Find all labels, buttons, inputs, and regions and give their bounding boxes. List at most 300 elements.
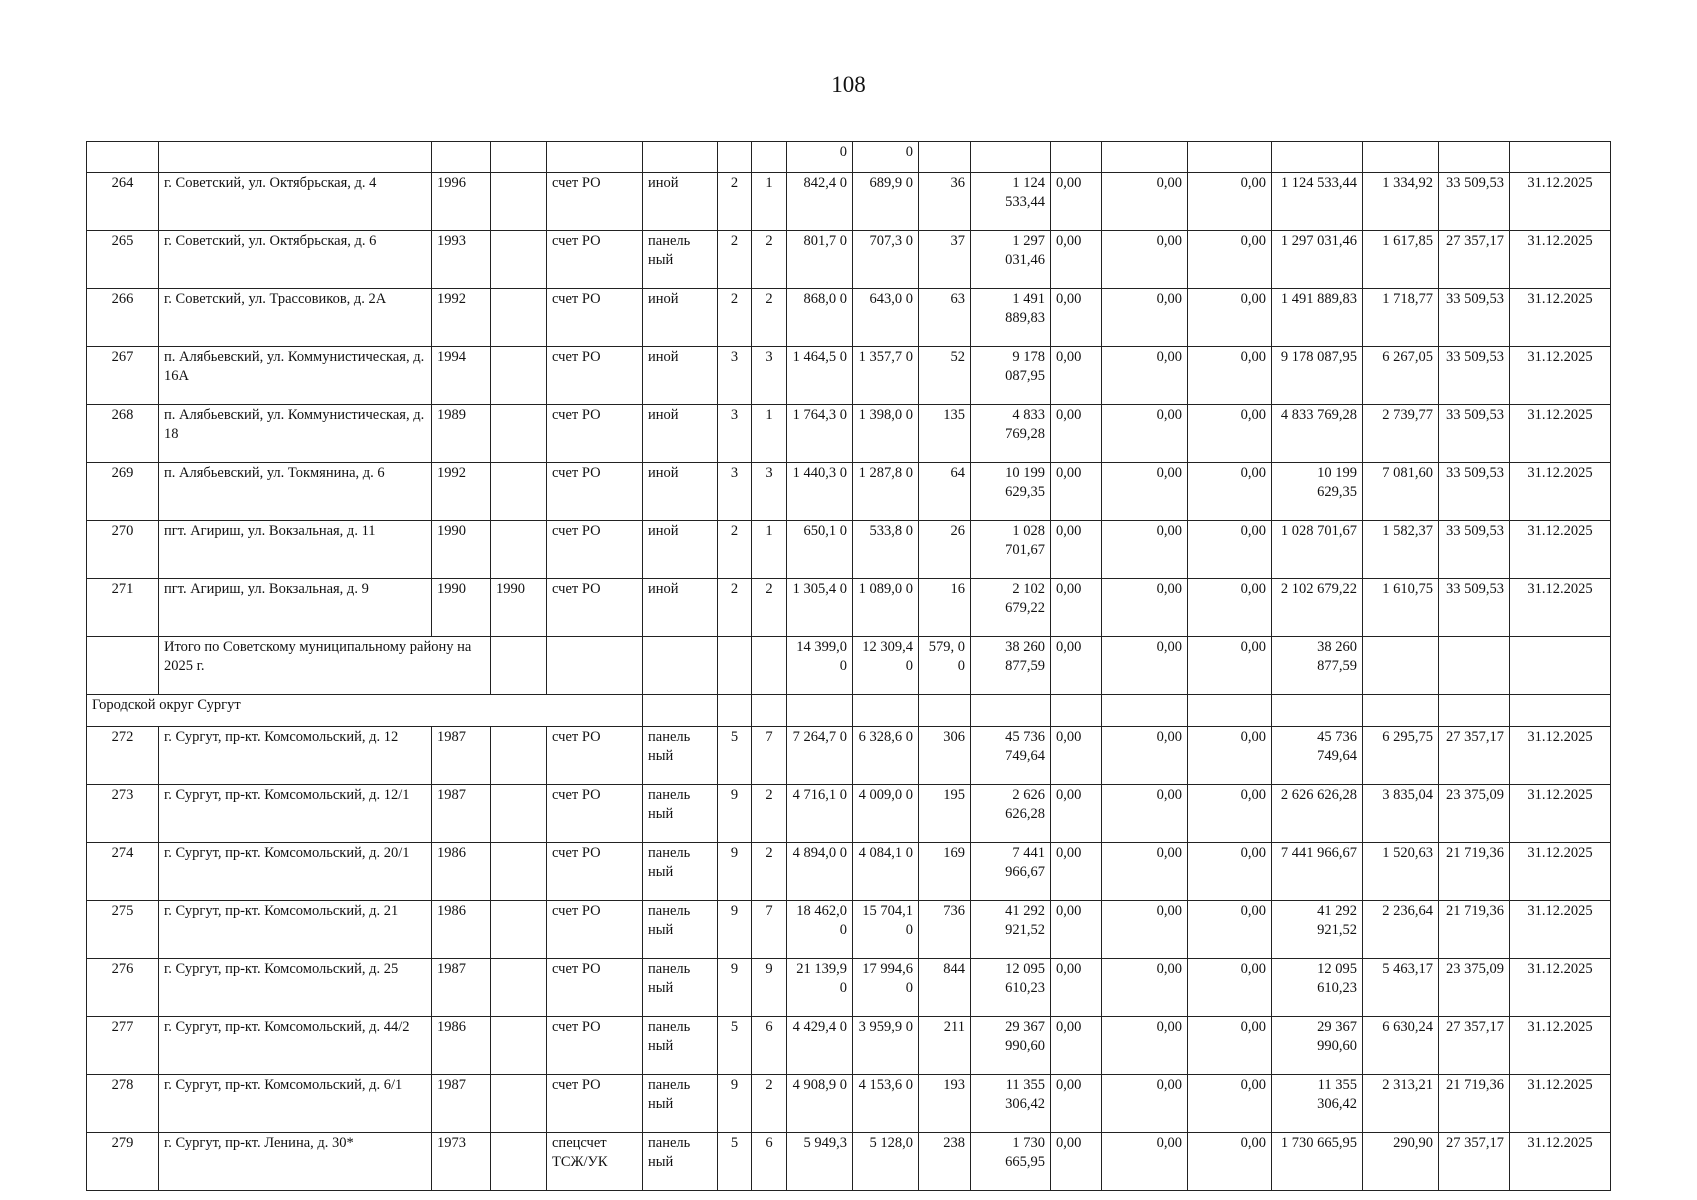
cost-regional-cell: 0,00 <box>1102 173 1188 231</box>
total-area-cell: 18 462,0 0 <box>787 901 853 959</box>
limit-cost-cell: 33 509,53 <box>1439 347 1510 405</box>
cost-owners-cell: 10 199 629,35 <box>1272 463 1363 521</box>
cost-total-cell: 2 626 626,28 <box>971 785 1051 843</box>
total-area-cell: 4 716,1 0 <box>787 785 853 843</box>
wall-material-cell: панель ный <box>643 1017 718 1075</box>
cost-owners-cell: 29 367 990,60 <box>1272 1017 1363 1075</box>
cost-regional-cell: 0,00 <box>1102 1133 1188 1191</box>
limit-cost-cell: 21 719,36 <box>1439 1075 1510 1133</box>
unit-cost-cell: 3 835,04 <box>1363 785 1439 843</box>
entrances-cell: 6 <box>752 1133 787 1191</box>
address-cell: п. Алябьевский, ул. Коммунистическая, д. 18 <box>159 405 432 463</box>
cost-regional-cell: 0,00 <box>1102 959 1188 1017</box>
unit-cost-cell: 2 236,64 <box>1363 901 1439 959</box>
total-area-cell: 1 305,4 0 <box>787 579 853 637</box>
cost-total-cell: 7 441 966,67 <box>971 843 1051 901</box>
unit-cost-cell: 7 081,60 <box>1363 463 1439 521</box>
unit-cost-cell: 5 463,17 <box>1363 959 1439 1017</box>
limit-cost-cell: 33 509,53 <box>1439 579 1510 637</box>
fund-method-cell: счет РО <box>547 843 643 901</box>
floors-cell: 2 <box>718 173 752 231</box>
cost-owners-cell: 11 355 306,42 <box>1272 1075 1363 1133</box>
year-overhaul-cell <box>491 405 547 463</box>
living-area-cell: 4 153,6 0 <box>853 1075 919 1133</box>
cost-local-cell: 0,00 <box>1188 289 1272 347</box>
address-cell: п. Алябьевский, ул. Токмянина, д. 6 <box>159 463 432 521</box>
table-row <box>87 579 1611 637</box>
floors-cell: 5 <box>718 1133 752 1191</box>
fund-method-cell: спецсчет ТСЖ/УК <box>547 1133 643 1191</box>
cost-local-cell: 0,00 <box>1188 637 1272 695</box>
cost-owners-cell: 1 297 031,46 <box>1272 231 1363 289</box>
year-overhaul-cell <box>491 347 547 405</box>
total-area-cell: 14 399,0 0 <box>787 637 853 695</box>
cost-owners-cell: 2 626 626,28 <box>1272 785 1363 843</box>
living-area-cell: 1 287,8 0 <box>853 463 919 521</box>
cost-local-cell: 0,00 <box>1188 405 1272 463</box>
living-area-cell: 533,8 0 <box>853 521 919 579</box>
residents-cell: 36 <box>919 173 971 231</box>
fund-method-cell: счет РО <box>547 901 643 959</box>
cost-total-cell: 1 491 889,83 <box>971 289 1051 347</box>
row-number-cell: 270 <box>87 521 159 579</box>
cost-federal-cell: 0,00 <box>1051 521 1102 579</box>
year-built-cell: 1987 <box>432 959 491 1017</box>
cost-owners-cell: 4 833 769,28 <box>1272 405 1363 463</box>
year-overhaul-cell <box>491 1133 547 1191</box>
cost-total-cell: 1 028 701,67 <box>971 521 1051 579</box>
cost-federal-cell: 0,00 <box>1051 347 1102 405</box>
cost-local-cell: 0,00 <box>1188 1075 1272 1133</box>
cost-local-cell: 0,00 <box>1188 521 1272 579</box>
residents-cell: 16 <box>919 579 971 637</box>
cost-total-cell: 2 102 679,22 <box>971 579 1051 637</box>
overhaul-register-table <box>86 141 1611 1191</box>
living-area-cell: 643,0 0 <box>853 289 919 347</box>
planned-date-cell: 31.12.2025 <box>1510 405 1611 463</box>
cost-regional-cell: 0,00 <box>1102 785 1188 843</box>
cost-regional-cell: 0,00 <box>1102 463 1188 521</box>
row-number-cell: 274 <box>87 843 159 901</box>
planned-date-cell: 31.12.2025 <box>1510 231 1611 289</box>
cost-regional-cell: 0,00 <box>1102 901 1188 959</box>
residents-cell: 193 <box>919 1075 971 1133</box>
planned-date-cell: 31.12.2025 <box>1510 289 1611 347</box>
limit-cost-cell: 33 509,53 <box>1439 521 1510 579</box>
living-area-cell: 4 084,1 0 <box>853 843 919 901</box>
cost-federal-cell: 0,00 <box>1051 405 1102 463</box>
row-number-cell: 277 <box>87 1017 159 1075</box>
cost-federal-cell: 0,00 <box>1051 959 1102 1017</box>
fund-method-cell: счет РО <box>547 347 643 405</box>
section-title: Городской округ Сургут <box>87 695 643 727</box>
year-built-cell: 1986 <box>432 843 491 901</box>
year-built-cell: 1986 <box>432 1017 491 1075</box>
living-area-cell: 1 398,0 0 <box>853 405 919 463</box>
row-number-cell: 276 <box>87 959 159 1017</box>
residents-cell: 135 <box>919 405 971 463</box>
cost-regional-cell: 0,00 <box>1102 579 1188 637</box>
fund-method-cell: счет РО <box>547 1017 643 1075</box>
address-cell: г. Сургут, пр-кт. Комсомольский, д. 21 <box>159 901 432 959</box>
total-area-cell: 21 139,9 0 <box>787 959 853 1017</box>
unit-cost-cell: 6 267,05 <box>1363 347 1439 405</box>
unit-cost-cell: 6 295,75 <box>1363 727 1439 785</box>
year-built-cell: 1989 <box>432 405 491 463</box>
cost-total-cell: 38 260 877,59 <box>971 637 1051 695</box>
year-overhaul-cell <box>491 463 547 521</box>
wall-material-cell: иной <box>643 405 718 463</box>
cost-local-cell: 0,00 <box>1188 785 1272 843</box>
limit-cost-cell: 23 375,09 <box>1439 959 1510 1017</box>
cost-federal-cell: 0,00 <box>1051 173 1102 231</box>
total-area-cell: 1 764,3 0 <box>787 405 853 463</box>
entrances-cell: 9 <box>752 959 787 1017</box>
section-row <box>87 695 1611 727</box>
fund-method-cell: счет РО <box>547 405 643 463</box>
wall-material-cell: иной <box>643 347 718 405</box>
wall-material-cell: иной <box>643 173 718 231</box>
living-area-cell: 5 128,0 <box>853 1133 919 1191</box>
total-area-cell: 842,4 0 <box>787 173 853 231</box>
year-built-cell: 1990 <box>432 521 491 579</box>
total-area-cell: 650,1 0 <box>787 521 853 579</box>
address-cell: г. Советский, ул. Трассовиков, д. 2А <box>159 289 432 347</box>
wall-material-cell: панель ный <box>643 959 718 1017</box>
living-area-cell: 4 009,0 0 <box>853 785 919 843</box>
cost-local-cell: 0,00 <box>1188 959 1272 1017</box>
living-area-cell: 689,9 0 <box>853 173 919 231</box>
unit-cost-cell: 1 582,37 <box>1363 521 1439 579</box>
cost-federal-cell: 0,00 <box>1051 579 1102 637</box>
year-overhaul-cell <box>491 901 547 959</box>
cost-regional-cell: 0,00 <box>1102 347 1188 405</box>
cost-owners-cell: 2 102 679,22 <box>1272 579 1363 637</box>
residents-cell: 52 <box>919 347 971 405</box>
planned-date-cell: 31.12.2025 <box>1510 785 1611 843</box>
row-number-cell: 279 <box>87 1133 159 1191</box>
address-cell: г. Советский, ул. Октябрьская, д. 6 <box>159 231 432 289</box>
cost-total-cell: 45 736 749,64 <box>971 727 1051 785</box>
year-built-cell: 1987 <box>432 1075 491 1133</box>
unit-cost-cell: 1 520,63 <box>1363 843 1439 901</box>
year-overhaul-cell <box>491 289 547 347</box>
entrances-cell: 1 <box>752 521 787 579</box>
cost-federal-cell: 0,00 <box>1051 463 1102 521</box>
total-area-cell: 4 908,9 0 <box>787 1075 853 1133</box>
fund-method-cell: счет РО <box>547 521 643 579</box>
floors-cell: 2 <box>718 289 752 347</box>
table-row <box>87 289 1611 347</box>
entrances-cell: 2 <box>752 289 787 347</box>
address-cell: п. Алябьевский, ул. Коммунистическая, д. 16А <box>159 347 432 405</box>
row-number-cell: 273 <box>87 785 159 843</box>
cost-owners-cell: 1 028 701,67 <box>1272 521 1363 579</box>
wall-material-cell: панель ный <box>643 785 718 843</box>
year-overhaul-cell <box>491 843 547 901</box>
address-cell: пгт. Агириш, ул. Вокзальная, д. 11 <box>159 521 432 579</box>
table-row <box>87 1075 1611 1133</box>
table-row <box>87 463 1611 521</box>
residents-cell: 736 <box>919 901 971 959</box>
limit-cost-cell: 23 375,09 <box>1439 785 1510 843</box>
living-area-cell: 1 357,7 0 <box>853 347 919 405</box>
floors-cell: 3 <box>718 405 752 463</box>
unit-cost-cell: 290,90 <box>1363 1133 1439 1191</box>
cost-local-cell: 0,00 <box>1188 1133 1272 1191</box>
cost-regional-cell: 0,00 <box>1102 231 1188 289</box>
living-area-cell: 17 994,6 0 <box>853 959 919 1017</box>
year-overhaul-cell <box>491 785 547 843</box>
wall-material-cell: панель ный <box>643 1133 718 1191</box>
cost-total-cell: 1 124 533,44 <box>971 173 1051 231</box>
living-area-cell: 0 <box>853 142 919 173</box>
total-area-cell: 4 429,4 0 <box>787 1017 853 1075</box>
year-overhaul-cell <box>491 1075 547 1133</box>
row-number-cell: 265 <box>87 231 159 289</box>
row-number-cell: 267 <box>87 347 159 405</box>
residents-cell: 306 <box>919 727 971 785</box>
cost-total-cell: 41 292 921,52 <box>971 901 1051 959</box>
residents-cell: 64 <box>919 463 971 521</box>
address-cell: г. Сургут, пр-кт. Комсомольский, д. 12 <box>159 727 432 785</box>
year-built-cell: 1992 <box>432 463 491 521</box>
limit-cost-cell: 27 357,17 <box>1439 727 1510 785</box>
unit-cost-cell: 1 617,85 <box>1363 231 1439 289</box>
row-number-cell: 266 <box>87 289 159 347</box>
entrances-cell: 7 <box>752 901 787 959</box>
wall-material-cell: панель ный <box>643 727 718 785</box>
table-row <box>87 1133 1611 1191</box>
table-row <box>87 727 1611 785</box>
entrances-cell: 7 <box>752 727 787 785</box>
residents-cell: 169 <box>919 843 971 901</box>
fund-method-cell: счет РО <box>547 727 643 785</box>
living-area-cell: 3 959,9 0 <box>853 1017 919 1075</box>
total-area-cell: 868,0 0 <box>787 289 853 347</box>
cost-total-cell: 10 199 629,35 <box>971 463 1051 521</box>
cost-owners-cell: 1 491 889,83 <box>1272 289 1363 347</box>
limit-cost-cell: 21 719,36 <box>1439 843 1510 901</box>
row-number-cell: 271 <box>87 579 159 637</box>
unit-cost-cell: 2 313,21 <box>1363 1075 1439 1133</box>
limit-cost-cell: 27 357,17 <box>1439 1133 1510 1191</box>
cost-local-cell: 0,00 <box>1188 231 1272 289</box>
cost-owners-cell: 41 292 921,52 <box>1272 901 1363 959</box>
entrances-cell: 2 <box>752 579 787 637</box>
cost-total-cell: 12 095 610,23 <box>971 959 1051 1017</box>
year-overhaul-cell <box>491 231 547 289</box>
wall-material-cell: панель ный <box>643 231 718 289</box>
address-cell: г. Сургут, пр-кт. Ленина, д. 30* <box>159 1133 432 1191</box>
total-area-cell: 7 264,7 0 <box>787 727 853 785</box>
planned-date-cell: 31.12.2025 <box>1510 173 1611 231</box>
residents-cell: 63 <box>919 289 971 347</box>
year-built-cell: 1973 <box>432 1133 491 1191</box>
floors-cell: 2 <box>718 231 752 289</box>
fund-method-cell: счет РО <box>547 173 643 231</box>
year-built-cell: 1994 <box>432 347 491 405</box>
cost-owners-cell: 7 441 966,67 <box>1272 843 1363 901</box>
cost-federal-cell: 0,00 <box>1051 1075 1102 1133</box>
cost-owners-cell: 1 124 533,44 <box>1272 173 1363 231</box>
residents-cell: 211 <box>919 1017 971 1075</box>
planned-date-cell: 31.12.2025 <box>1510 1017 1611 1075</box>
unit-cost-cell: 6 630,24 <box>1363 1017 1439 1075</box>
planned-date-cell: 31.12.2025 <box>1510 1133 1611 1191</box>
residents-cell: 844 <box>919 959 971 1017</box>
limit-cost-cell: 33 509,53 <box>1439 405 1510 463</box>
limit-cost-cell: 21 719,36 <box>1439 901 1510 959</box>
floors-cell: 5 <box>718 727 752 785</box>
planned-date-cell: 31.12.2025 <box>1510 521 1611 579</box>
address-cell: г. Сургут, пр-кт. Комсомольский, д. 20/1 <box>159 843 432 901</box>
entrances-cell: 6 <box>752 1017 787 1075</box>
address-cell: г. Сургут, пр-кт. Комсомольский, д. 25 <box>159 959 432 1017</box>
residents-cell: 579, 00 <box>919 637 971 695</box>
planned-date-cell: 31.12.2025 <box>1510 843 1611 901</box>
cost-federal-cell: 0,00 <box>1051 1017 1102 1075</box>
floors-cell: 2 <box>718 579 752 637</box>
planned-date-cell: 31.12.2025 <box>1510 347 1611 405</box>
entrances-cell: 2 <box>752 785 787 843</box>
cost-regional-cell: 0,00 <box>1102 289 1188 347</box>
wall-material-cell: панель ный <box>643 901 718 959</box>
cost-regional-cell: 0,00 <box>1102 727 1188 785</box>
cost-federal-cell: 0,00 <box>1051 1133 1102 1191</box>
table-row <box>87 959 1611 1017</box>
cost-federal-cell: 0,00 <box>1051 785 1102 843</box>
year-built-cell: 1993 <box>432 231 491 289</box>
page-number: 108 <box>831 72 866 97</box>
address-cell: г. Сургут, пр-кт. Комсомольский, д. 6/1 <box>159 1075 432 1133</box>
planned-date-cell: 31.12.2025 <box>1510 959 1611 1017</box>
cost-federal-cell: 0,00 <box>1051 727 1102 785</box>
residents-cell: 238 <box>919 1133 971 1191</box>
limit-cost-cell: 33 509,53 <box>1439 289 1510 347</box>
year-built-cell: 1996 <box>432 173 491 231</box>
address-cell: пгт. Агириш, ул. Вокзальная, д. 9 <box>159 579 432 637</box>
fund-method-cell: счет РО <box>547 463 643 521</box>
total-area-cell: 1 464,5 0 <box>787 347 853 405</box>
year-built-cell: 1992 <box>432 289 491 347</box>
planned-date-cell: 31.12.2025 <box>1510 463 1611 521</box>
cost-regional-cell: 0,00 <box>1102 637 1188 695</box>
floors-cell: 5 <box>718 1017 752 1075</box>
living-area-cell: 6 328,6 0 <box>853 727 919 785</box>
table-row <box>87 405 1611 463</box>
table-row <box>87 843 1611 901</box>
unit-cost-cell: 1 334,92 <box>1363 173 1439 231</box>
limit-cost-cell: 27 357,17 <box>1439 231 1510 289</box>
cost-regional-cell: 0,00 <box>1102 405 1188 463</box>
floors-cell: 9 <box>718 1075 752 1133</box>
wall-material-cell: панель ный <box>643 1075 718 1133</box>
entrances-cell: 1 <box>752 405 787 463</box>
entrances-cell: 2 <box>752 231 787 289</box>
cost-local-cell: 0,00 <box>1188 173 1272 231</box>
entrances-cell: 3 <box>752 347 787 405</box>
cost-federal-cell: 0,00 <box>1051 289 1102 347</box>
residents-cell: 26 <box>919 521 971 579</box>
row-number-cell: 268 <box>87 405 159 463</box>
fund-method-cell: счет РО <box>547 1075 643 1133</box>
address-cell: г. Сургут, пр-кт. Комсомольский, д. 44/2 <box>159 1017 432 1075</box>
cost-federal-cell: 0,00 <box>1051 231 1102 289</box>
cost-owners-cell: 38 260 877,59 <box>1272 637 1363 695</box>
living-area-cell: 1 089,0 0 <box>853 579 919 637</box>
table-row <box>87 521 1611 579</box>
living-area-cell: 12 309,4 0 <box>853 637 919 695</box>
cost-owners-cell: 45 736 749,64 <box>1272 727 1363 785</box>
cost-local-cell: 0,00 <box>1188 347 1272 405</box>
cost-total-cell: 11 355 306,42 <box>971 1075 1051 1133</box>
wall-material-cell: панель ный <box>643 843 718 901</box>
row-number-cell: 269 <box>87 463 159 521</box>
year-overhaul-cell <box>491 959 547 1017</box>
cost-regional-cell: 0,00 <box>1102 521 1188 579</box>
row-number-cell: 278 <box>87 1075 159 1133</box>
row-number-cell: 275 <box>87 901 159 959</box>
row-number-cell: 272 <box>87 727 159 785</box>
floors-cell: 9 <box>718 901 752 959</box>
entrances-cell: 3 <box>752 463 787 521</box>
cost-total-cell: 9 178 087,95 <box>971 347 1051 405</box>
cost-local-cell: 0,00 <box>1188 463 1272 521</box>
year-overhaul-cell: 1990 <box>491 579 547 637</box>
floors-cell: 9 <box>718 959 752 1017</box>
cost-total-cell: 4 833 769,28 <box>971 405 1051 463</box>
unit-cost-cell: 1 610,75 <box>1363 579 1439 637</box>
planned-date-cell: 31.12.2025 <box>1510 579 1611 637</box>
fund-method-cell: счет РО <box>547 959 643 1017</box>
cost-federal-cell: 0,00 <box>1051 637 1102 695</box>
cost-local-cell: 0,00 <box>1188 843 1272 901</box>
wall-material-cell: иной <box>643 289 718 347</box>
entrances-cell: 2 <box>752 843 787 901</box>
floors-cell: 9 <box>718 785 752 843</box>
wall-material-cell: иной <box>643 579 718 637</box>
cost-owners-cell: 12 095 610,23 <box>1272 959 1363 1017</box>
fund-method-cell: счет РО <box>547 289 643 347</box>
cost-federal-cell: 0,00 <box>1051 901 1102 959</box>
cost-regional-cell: 0,00 <box>1102 1075 1188 1133</box>
row-number-cell: 264 <box>87 173 159 231</box>
table-row <box>87 901 1611 959</box>
living-area-cell: 15 704,1 0 <box>853 901 919 959</box>
cost-regional-cell: 0,00 <box>1102 843 1188 901</box>
limit-cost-cell: 33 509,53 <box>1439 173 1510 231</box>
total-area-cell: 4 894,0 0 <box>787 843 853 901</box>
cost-local-cell: 0,00 <box>1188 901 1272 959</box>
floors-cell: 2 <box>718 521 752 579</box>
unit-cost-cell: 2 739,77 <box>1363 405 1439 463</box>
cost-local-cell: 0,00 <box>1188 1017 1272 1075</box>
limit-cost-cell: 27 357,17 <box>1439 1017 1510 1075</box>
table-row <box>87 231 1611 289</box>
total-area-cell: 1 440,3 0 <box>787 463 853 521</box>
wall-material-cell: иной <box>643 463 718 521</box>
planned-date-cell: 31.12.2025 <box>1510 901 1611 959</box>
year-overhaul-cell <box>491 173 547 231</box>
total-label-cell: Итого по Советскому муниципальному району на 2025 г. <box>159 637 491 695</box>
limit-cost-cell: 33 509,53 <box>1439 463 1510 521</box>
year-built-cell: 1987 <box>432 727 491 785</box>
cost-federal-cell: 0,00 <box>1051 843 1102 901</box>
table-row <box>87 1017 1611 1075</box>
planned-date-cell: 31.12.2025 <box>1510 1075 1611 1133</box>
cost-total-cell: 1 730 665,95 <box>971 1133 1051 1191</box>
